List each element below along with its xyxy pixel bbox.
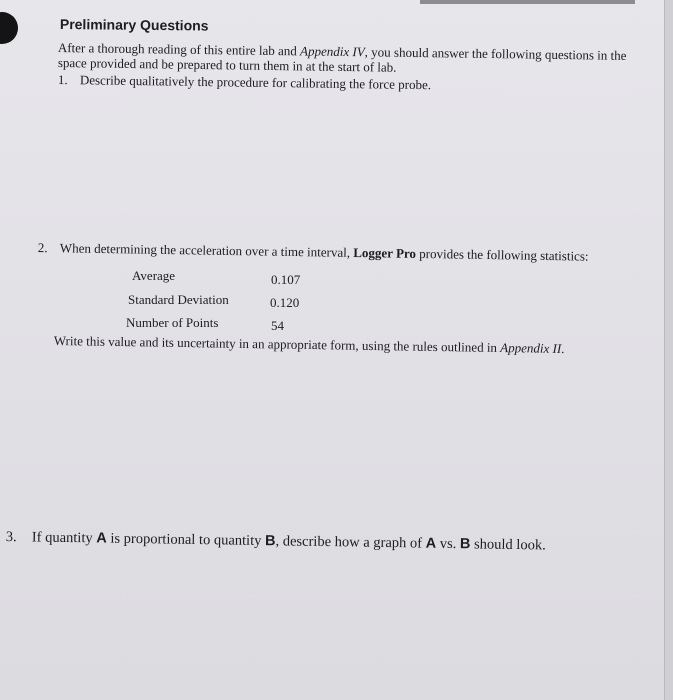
stat-value-number-of-points: 54: [271, 318, 284, 333]
stat-value-average: 0.107: [271, 272, 301, 287]
quantity-b: B: [459, 536, 471, 553]
quantity-b: B: [264, 533, 276, 550]
question-2-instruction: Write this value and its uncertainty in an appropriate form, using the rules outlined in Appendix II.: [53, 333, 565, 357]
stat-label-number-of-points: Number of Points: [126, 315, 219, 330]
stat-label-standard-deviation: Standard Deviation: [128, 292, 229, 307]
quantity-a: A: [96, 530, 107, 547]
appendix-reference: Appendix II: [500, 340, 562, 356]
appendix-reference: Appendix IV: [300, 43, 365, 60]
question-1-number: 1.: [57, 72, 68, 88]
quantity-a: A: [425, 535, 437, 552]
question-2: 2. When determining the acceleration over a time interval, Logger Pro provides the following statistics:: [37, 240, 589, 264]
page-right-edge: [664, 0, 673, 700]
intro-line-1: After a thorough reading of this entire lab and Appendix IV, you should answer the following questions in the: [57, 40, 627, 63]
page-top-edge: [420, 0, 635, 4]
page-title: Preliminary Questions: [59, 16, 209, 34]
question-3: 3. If quantity A is proportional to quantity B, describe how a graph of A vs. B should look.: [5, 529, 546, 554]
question-3-number: 3.: [5, 529, 17, 546]
binder-hole-icon: [0, 12, 18, 44]
intro-line-2: space provided and be prepared to turn them in at the start of lab.: [57, 55, 397, 75]
question-2-number: 2.: [37, 240, 48, 256]
stat-value-standard-deviation: 0.120: [270, 295, 300, 310]
stat-label-average: Average: [132, 268, 176, 283]
software-name: Logger Pro: [353, 244, 417, 261]
question-1-text: Describe qualitatively the procedure for calibrating the force probe.: [79, 72, 432, 93]
